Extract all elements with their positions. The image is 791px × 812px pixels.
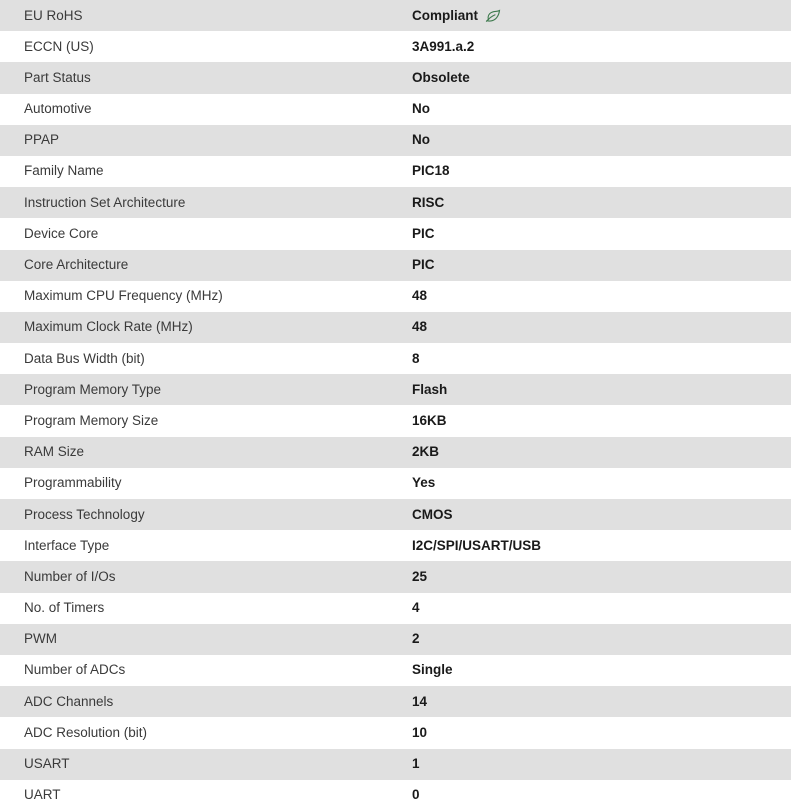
- attribute-name-cell: Program Memory Size: [24, 412, 159, 428]
- attribute-value-text: RISC: [412, 194, 445, 210]
- table-row: [0, 62, 791, 93]
- attribute-name-cell: Part Status: [24, 69, 91, 85]
- value-wrapper: [412, 70, 791, 86]
- value-wrapper: [412, 101, 791, 117]
- value-wrapper: [412, 694, 791, 710]
- attribute-value-text: 0: [412, 787, 420, 803]
- value-wrapper: [412, 569, 791, 585]
- attribute-value-cell: [412, 437, 791, 468]
- attribute-value-text: 1: [412, 756, 420, 771]
- attribute-name-cell: ECCN (US): [24, 38, 94, 54]
- table-row: [0, 593, 791, 624]
- attribute-value-cell: [412, 343, 791, 374]
- attribute-value-text: 48: [412, 319, 428, 335]
- attribute-value-text: Single: [412, 662, 453, 678]
- value-wrapper: [412, 319, 791, 335]
- attribute-name-cell: Process Technology: [24, 506, 145, 522]
- attribute-name-cell: Automotive: [24, 101, 92, 117]
- attribute-value-cell: [412, 156, 791, 187]
- attribute-name-cell: Number of I/Os: [24, 568, 116, 584]
- attribute-value-cell: [412, 374, 791, 405]
- attribute-name-cell: No. of Timers: [24, 600, 105, 616]
- attribute-value-cell: [412, 405, 791, 436]
- value-wrapper: [412, 257, 791, 273]
- attribute-value-text: Compliant: [412, 7, 478, 23]
- table-row: [0, 187, 791, 218]
- attribute-value-text: No: [412, 132, 430, 148]
- attribute-name-cell: Programmability: [24, 475, 122, 491]
- table-row: [0, 156, 791, 187]
- attribute-value-cell: [412, 717, 791, 748]
- value-wrapper: [412, 39, 791, 55]
- table-row: [0, 312, 791, 343]
- attribute-name-cell: Core Architecture: [24, 257, 129, 272]
- attribute-value-text: 10: [412, 724, 428, 740]
- table-row: [0, 624, 791, 655]
- attribute-name-cell: Device Core: [24, 225, 99, 241]
- attribute-name-cell: PWM: [24, 631, 57, 647]
- attribute-value-text: PIC18: [412, 163, 450, 179]
- table-row: [0, 218, 791, 249]
- table-row: [0, 717, 791, 748]
- attribute-value-cell: [412, 312, 791, 343]
- table-row: [0, 655, 791, 686]
- attribute-value-cell: [412, 655, 791, 686]
- attribute-name-cell: USART: [24, 756, 70, 771]
- attribute-value-cell: [412, 187, 791, 218]
- table-row: [0, 780, 791, 811]
- attribute-name-cell: ADC Channels: [24, 693, 114, 709]
- value-wrapper: [412, 195, 791, 211]
- value-wrapper: [412, 444, 791, 460]
- table-row: [0, 686, 791, 717]
- attribute-value-cell: [412, 561, 791, 592]
- attribute-value-cell: [412, 281, 791, 312]
- attribute-value-cell: [412, 218, 791, 249]
- attribute-value-text: PIC: [412, 257, 435, 272]
- attribute-value-cell: [412, 624, 791, 655]
- table-row: [0, 468, 791, 499]
- attribute-name-cell: Data Bus Width (bit): [24, 350, 145, 366]
- table-row: [0, 250, 791, 281]
- attribute-name-cell: UART: [24, 787, 61, 803]
- value-wrapper: [412, 787, 791, 803]
- table-row: [0, 0, 791, 31]
- attribute-value-text: CMOS: [412, 506, 453, 522]
- attribute-value-text: No: [412, 101, 430, 117]
- attribute-value-text: 3A991.a.2: [412, 38, 475, 54]
- table-row: [0, 437, 791, 468]
- attribute-name-cell: PPAP: [24, 132, 60, 148]
- attribute-value-text: 2: [412, 631, 420, 647]
- value-wrapper: [412, 631, 791, 647]
- attribute-name-cell: Interface Type: [24, 537, 110, 553]
- attribute-value-text: 16KB: [412, 412, 447, 428]
- attribute-value-cell: [412, 530, 791, 561]
- value-wrapper: [412, 132, 791, 148]
- table-row: [0, 749, 791, 780]
- attribute-name-cell: Instruction Set Architecture: [24, 194, 186, 210]
- attribute-value-text: 8: [412, 350, 420, 366]
- attribute-value-cell: [412, 468, 791, 499]
- attribute-name-cell: Program Memory Type: [24, 381, 162, 397]
- attribute-name-cell: RAM Size: [24, 444, 85, 460]
- attribute-value-cell: [412, 250, 791, 281]
- attribute-name-cell: Maximum CPU Frequency (MHz): [24, 288, 223, 304]
- table-row: [0, 405, 791, 436]
- attribute-value-cell: [412, 686, 791, 717]
- value-wrapper: [412, 413, 791, 429]
- attribute-name-cell: Maximum Clock Rate (MHz): [24, 319, 193, 335]
- attribute-value-text: PIC: [412, 225, 435, 241]
- value-wrapper: [412, 756, 791, 772]
- table-row: [0, 31, 791, 62]
- attribute-value-text: Obsolete: [412, 69, 470, 85]
- attribute-value-cell: [412, 780, 791, 811]
- attribute-value-cell: [412, 749, 791, 780]
- attribute-value-cell: [412, 94, 791, 125]
- attribute-value-cell: [412, 62, 791, 93]
- attribute-name-cell: ADC Resolution (bit): [24, 724, 148, 740]
- value-wrapper: [412, 725, 791, 741]
- attribute-value-text: Yes: [412, 475, 436, 491]
- attribute-value-text: I2C/SPI/USART/USB: [412, 537, 542, 553]
- value-wrapper: [412, 382, 791, 398]
- value-wrapper: [412, 351, 791, 367]
- table-row: [0, 530, 791, 561]
- value-wrapper: [412, 662, 791, 678]
- table-row: [0, 499, 791, 530]
- table-row: [0, 343, 791, 374]
- attribute-value-cell: [412, 125, 791, 156]
- attribute-value-text: 48: [412, 288, 428, 304]
- attribute-value-text: 25: [412, 568, 428, 584]
- attribute-value-text: 4: [412, 600, 420, 616]
- table-row: [0, 281, 791, 312]
- table-row: [0, 125, 791, 156]
- value-wrapper: [412, 507, 791, 523]
- attribute-value-text: 2KB: [412, 444, 440, 460]
- attribute-value-text: Flash: [412, 381, 448, 397]
- attribute-name-cell: EU RoHS: [24, 7, 83, 23]
- attribute-value-cell: [412, 0, 791, 31]
- attribute-value-text: 14: [412, 693, 428, 709]
- value-wrapper: [412, 226, 791, 242]
- attribute-value-cell: [412, 31, 791, 62]
- value-wrapper: [412, 538, 791, 554]
- attribute-value-cell: [412, 593, 791, 624]
- attribute-name-cell: Number of ADCs: [24, 662, 126, 678]
- table-row: [0, 374, 791, 405]
- leaf-icon: [485, 9, 501, 23]
- value-wrapper: [412, 475, 791, 491]
- table-row: [0, 94, 791, 125]
- value-wrapper: [412, 163, 791, 179]
- value-wrapper: [412, 8, 791, 24]
- attribute-name-cell: Family Name: [24, 163, 104, 179]
- value-wrapper: [412, 288, 791, 304]
- table-row: [0, 561, 791, 592]
- value-wrapper: [412, 600, 791, 616]
- attribute-value-cell: [412, 499, 791, 530]
